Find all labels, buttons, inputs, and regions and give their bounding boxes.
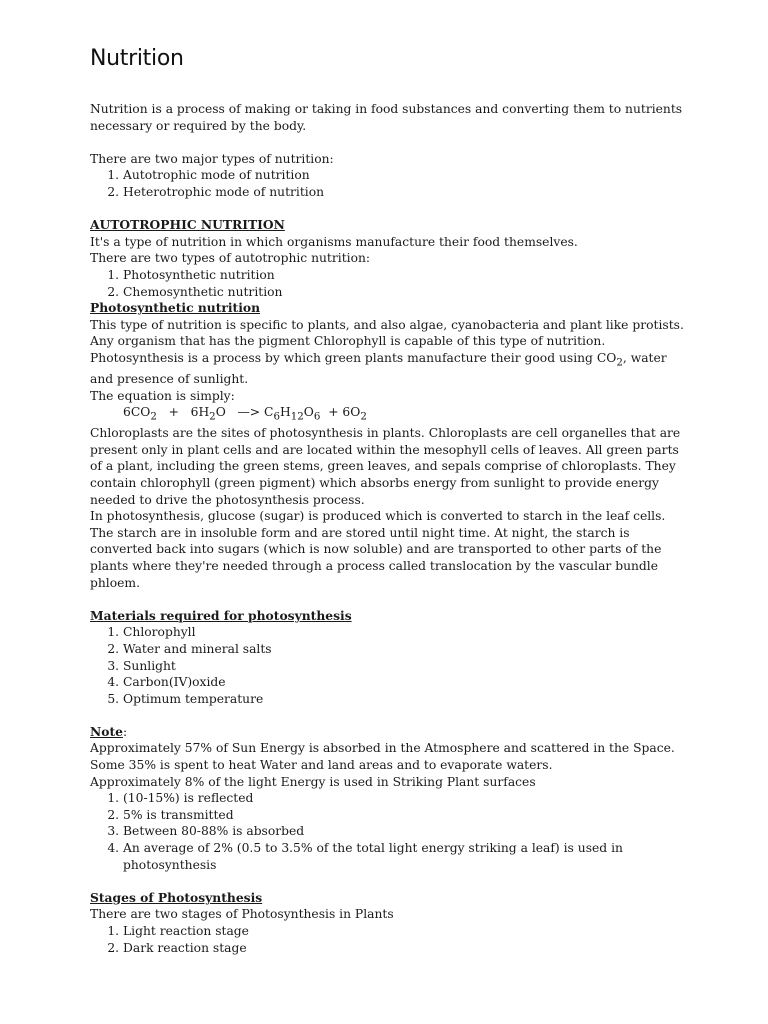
photosynthetic-line-2: Any organism that has the pigment Chlorophyll is capable of this type of nutrition. [90, 334, 606, 349]
list-item: 2. Heterotrophic mode of nutrition [123, 184, 690, 201]
materials-heading: Materials required for photosynthesis [90, 607, 352, 623]
list-item: 3. Between 80-88% is absorbed [123, 823, 690, 840]
page-title: Nutrition [90, 46, 184, 71]
list-item: 2. Dark reaction stage [123, 940, 690, 957]
photosynthetic-line-1: This type of nutrition is specific to plants, and also algae, cyanobacteria and plant like protists. [90, 317, 684, 332]
list-item: 3. Sunlight [123, 658, 690, 675]
list-item: 2. Chemosynthetic nutrition [123, 284, 690, 301]
list-item: 1. (10-15%) is reflected [123, 790, 690, 807]
list-item: 4. Carbon(IV)oxide [123, 674, 690, 691]
photosynthesis-definition: Photosynthesis is a process by which green plants manufacture their good using $CO_2$, water and presence of sunlight. [90, 350, 667, 386]
types-intro: There are two major types of nutrition: [90, 151, 334, 166]
stages-heading: Stages of Photosynthesis [90, 889, 263, 905]
list-item: 1. Photosynthetic nutrition [123, 267, 690, 284]
autotrophic-types-intro: There are two types of autotrophic nutrition: [90, 251, 371, 266]
stages-intro: There are two stages of Photosynthesis in Plants [90, 907, 394, 922]
list-item: 1. Autotrophic mode of nutrition [123, 167, 690, 184]
stages-list [90, 923, 690, 956]
list-item: 1. Chlorophyll [123, 624, 690, 641]
photosynthesis-equation: $6CO_2 + 6H_2O$ —> $C_6H_{12}O_6 + 6O_2$ [123, 405, 367, 423]
list-item: 5. Optimum temperature [123, 691, 690, 708]
autotrophic-heading: AUTOTROPHIC NUTRITION [90, 217, 285, 233]
note-paragraph-1: Approximately 57% of Sun Energy is absorbed in the Atmosphere and scattered in the Space. Some 35% is spent to heat Water and land areas and to evaporate waters. [90, 741, 675, 773]
list-item: 2. 5% is transmitted [123, 807, 690, 824]
materials-list [90, 624, 690, 707]
document-page [90, 44, 690, 956]
list-item: 1. Light reaction stage [123, 923, 690, 940]
photosynthetic-heading: Photosynthetic nutrition [90, 300, 261, 316]
list-item: 2. Water and mineral salts [123, 641, 690, 658]
intro-paragraph: Nutrition is a process of making or taking in food substances and converting them to nutrients necessary or required by the body. [90, 102, 683, 133]
equation-intro: The equation is simply: [90, 388, 235, 403]
nutrition-types-list [90, 167, 690, 200]
note-heading: Note: [90, 723, 128, 739]
autotrophic-definition: It's a type of nutrition in which organisms manufacture their food themselves. [90, 234, 578, 249]
list-item: 4. An average of 2% (0.5 to 3.5% of the total light energy striking a leaf) is used in photosynthesis [123, 840, 690, 873]
autotrophic-types-list [90, 267, 690, 300]
note-paragraph-2: Approximately 8% of the light Energy is used in Striking Plant surfaces [90, 774, 536, 789]
chloroplasts-paragraph: Chloroplasts are the sites of photosynthesis in plants. Chloroplasts are cell organelles that are present only in plant cells and are located within the mesophyll cells of leaves. All green parts of a plant, including the green stems, green leaves, and sepals comprise of chloroplasts. They contain chlorophyll (green pigment) which absorbs energy from sunlight to provide energy needed to drive the photosynthesis process. [90, 426, 681, 507]
note-list [90, 790, 690, 873]
glucose-paragraph: In photosynthesis, glucose (sugar) is produced which is converted to starch in the leaf cells. The starch are in insoluble form and are stored until night time. At night, the starch is converted back into sugars (which is now soluble) and are transported to other parts of the plants where they're needed through a process called translocation by the vascular bundle phloem. [90, 509, 666, 590]
